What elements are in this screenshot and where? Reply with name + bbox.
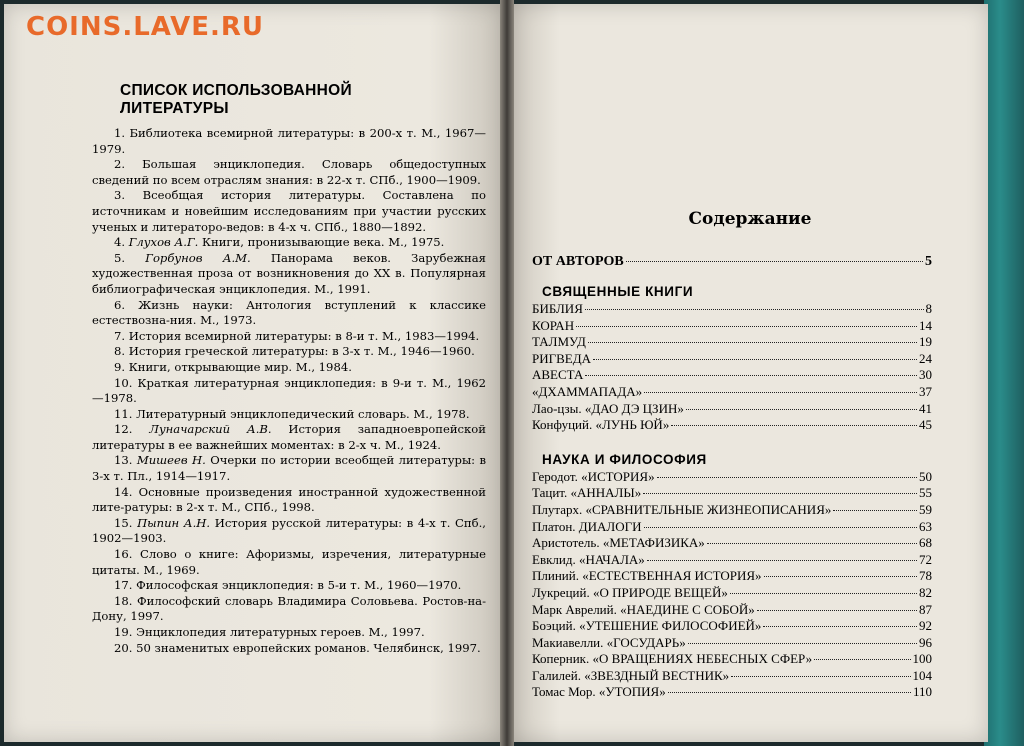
toc-entry[interactable] <box>532 568 932 585</box>
bibliography-item <box>92 251 486 298</box>
toc-entry-page: 55 <box>919 485 932 501</box>
toc-entry-page: 30 <box>919 367 932 383</box>
toc-entry-title: КОРАН <box>532 317 575 333</box>
contents-title: Содержание <box>688 209 812 229</box>
bibliography-item: 19. Энциклопедия литературных героев. М., 1997. <box>114 625 425 639</box>
bibliography-item <box>92 516 486 547</box>
toc-entry[interactable] <box>532 651 932 668</box>
toc-entry-title: РИГВЕДА <box>532 350 592 366</box>
toc-entry-title: Тацит. «АННАЛЫ» <box>532 485 642 501</box>
toc-entry-page: 92 <box>919 618 932 634</box>
toc-entry-page: 78 <box>919 568 932 584</box>
toc-leader <box>576 326 917 327</box>
toc-leader <box>644 392 917 393</box>
toc-entry-intro[interactable] <box>532 254 932 274</box>
bibliography-text: История русской литературы: в 4-х т. Спб., 1902—1903. <box>92 515 486 546</box>
table-of-contents <box>532 254 932 701</box>
bibliography-item: 20. 50 знаменитых европейских романов. Челябинск, 1997. <box>114 640 481 655</box>
bibliography-author: Луначарский А.В. <box>149 422 272 437</box>
toc-leader <box>730 593 917 594</box>
toc-leader <box>643 493 917 494</box>
toc-entry-page: 63 <box>919 518 932 534</box>
toc-leader <box>585 375 917 376</box>
bibliography-item: 16. Слово о книге: Афоризмы, изречения, литературные цитаты. М., 1969. <box>92 547 486 577</box>
bibliography-item-number: 15. <box>114 515 138 530</box>
toc-entry[interactable] <box>532 618 932 635</box>
toc-entry-page: 100 <box>912 651 932 667</box>
toc-entry[interactable] <box>532 668 932 685</box>
bibliography-author: Глухов А.Г. <box>128 235 199 250</box>
bibliography-item-number: 4. <box>114 235 129 250</box>
toc-entry-title: Евклид. «НАЧАЛА» <box>532 551 645 567</box>
bibliography-text: История западноевропейской литературы в ее важнейших моментах: в 2-х ч. М., 1924. <box>92 422 486 452</box>
toc-entry-title: Лукреций. «О ПРИРОДЕ ВЕЩЕЙ» <box>532 584 728 600</box>
site-watermark: COINS.LAVE.RU <box>26 12 265 42</box>
toc-entry-page: 82 <box>919 584 932 600</box>
bibliography-item: 11. Литературный энциклопедический словарь. М., 1978. <box>114 406 470 421</box>
toc-leader <box>626 261 923 262</box>
toc-leader <box>588 342 917 343</box>
toc-entry-page: 5 <box>925 254 932 269</box>
toc-leader <box>763 626 917 627</box>
toc-entry[interactable] <box>532 552 932 569</box>
toc-sections <box>532 284 932 701</box>
toc-leader <box>731 676 910 677</box>
toc-entry-page: 72 <box>919 551 932 567</box>
toc-entry-title: Аристотель. «МЕТАФИЗИКА» <box>532 535 705 551</box>
toc-entry-page: 96 <box>919 634 932 650</box>
toc-entry[interactable] <box>532 585 932 602</box>
toc-entry[interactable] <box>532 334 932 351</box>
toc-entry-title: ТАЛМУД <box>532 334 586 350</box>
toc-leader <box>688 643 917 644</box>
bibliography-item-number: 13. <box>114 453 137 468</box>
toc-entry[interactable] <box>532 318 932 335</box>
toc-entry-page: 8 <box>925 301 932 316</box>
bibliography-item <box>92 235 486 251</box>
toc-section-heading: СВЯЩЕННЫЕ КНИГИ <box>542 284 694 299</box>
book-gutter <box>500 0 514 746</box>
toc-entry[interactable] <box>532 519 932 536</box>
toc-entry-title: Лао-цзы. «ДАО ДЭ ЦЗИН» <box>532 400 684 416</box>
bibliography-item: 17. Философская энциклопедия: в 5-и т. М., 1960—1970. <box>114 578 462 593</box>
toc-entry-page: 87 <box>919 601 932 617</box>
toc-entry-title: БИБЛИЯ <box>532 301 583 316</box>
toc-entry-title: Боэций. «УТЕШЕНИЕ ФИЛОСОФИЕЙ» <box>532 618 762 634</box>
bibliography-item: 18. Философский словарь Владимира Соловьева. Ростов-на-Дону, 1997. <box>92 593 486 624</box>
toc-entry[interactable] <box>532 602 932 619</box>
toc-leader <box>764 576 917 577</box>
bibliography-item: 1. Библиотека всемирной литературы: в 200-х т. М., 1967—1979. <box>92 126 486 156</box>
bibliography-item: 10. Краткая литературная энциклопедия: в 9-и т. М., 1962—1978. <box>92 375 486 406</box>
toc-leader <box>644 527 917 528</box>
bibliography-item-number: 5. <box>114 250 146 265</box>
toc-entry[interactable] <box>532 401 932 418</box>
toc-entry-title: Макиавелли. «ГОСУДАРЬ» <box>532 634 686 650</box>
toc-leader <box>833 510 917 511</box>
toc-entry-title: Марк Аврелий. «НАЕДИНЕ С СОБОЙ» <box>532 601 755 617</box>
bibliography-item-number: 12. <box>114 422 150 437</box>
bibliography-text: Очерки по истории всеобщей литературы: в 3-х т. Пл., 1914—1917. <box>92 453 486 484</box>
toc-entry-title: ОТ АВТОРОВ <box>532 254 624 269</box>
bibliography-author: Мишеев Н. <box>136 453 206 468</box>
toc-entry[interactable] <box>532 502 932 519</box>
bibliography-item: 8. История греческой литературы: в 3-х т. М., 1946—1960. <box>114 344 475 359</box>
toc-leader <box>686 409 917 410</box>
bibliography-item: 3. Всеобщая история литературы. Составлена по источникам и новейшим исследованиям при участии русских ученых и литераторо-ведов: в 4-х ч. СПб., 1880—1892. <box>92 188 486 234</box>
toc-entry-page: 104 <box>912 667 932 683</box>
toc-entry-title: Коперник. «О ВРАЩЕНИЯХ НЕБЕСНЫХ СФЕР» <box>532 651 813 667</box>
toc-leader <box>671 425 917 426</box>
bibliography-text: Панорама веков. Зарубежная художественная проза от возникновения до XX в. Популярная библиографическая энциклопедия. М., 1991. <box>92 250 486 296</box>
bibliography-item: 2. Большая энциклопедия. Словарь общедоступных сведений по всем отраслям знания: в 22-х т. СПб., 1900—1909. <box>92 157 486 187</box>
toc-entry-page: 45 <box>919 417 932 433</box>
bibliography-author: Горбунов А.М. <box>145 250 251 265</box>
bibliography-item: 6. Жизнь науки: Антология вступлений к классике естествозна-ния. М., 1973. <box>92 297 486 328</box>
toc-leader <box>757 610 917 611</box>
toc-entry-page: 37 <box>919 383 932 399</box>
toc-entry-title: «ДХАММАПАДА» <box>532 383 643 399</box>
book-cover-edge <box>984 0 1024 746</box>
toc-leader <box>814 659 910 660</box>
toc-entry[interactable] <box>532 351 932 368</box>
toc-entry[interactable] <box>532 635 932 652</box>
toc-entry-page: 110 <box>912 684 932 700</box>
toc-entry-title: Конфуций. «ЛУНЬ ЮЙ» <box>532 417 670 433</box>
bibliography-author: Пыпин А.Н. <box>137 515 211 530</box>
toc-leader <box>647 560 917 561</box>
bibliography-item <box>92 453 486 484</box>
toc-entry-page: 41 <box>919 400 932 416</box>
toc-entry-page: 24 <box>919 350 932 366</box>
bibliography-title: СПИСОК ИСПОЛЬЗОВАННОЙ ЛИТЕРАТУРЫ <box>120 82 352 117</box>
bibliography-item: 7. История всемирной литературы: в 8-и т. М., 1983—1994. <box>114 328 480 343</box>
toc-entry-title: Геродот. «ИСТОРИЯ» <box>532 468 655 484</box>
toc-leader <box>657 477 917 478</box>
toc-leader <box>668 692 911 693</box>
bibliography-text: Книги, пронизывающие века. М., 1975. <box>198 235 445 250</box>
toc-entry[interactable] <box>532 367 932 384</box>
toc-entry[interactable] <box>532 684 932 701</box>
toc-entry-title: Томас Мор. «УТОПИЯ» <box>532 684 666 700</box>
toc-entry-page: 14 <box>919 317 932 333</box>
toc-entry-title: АВЕСТА <box>532 367 584 383</box>
toc-entry[interactable] <box>532 384 932 401</box>
bibliography-item: 9. Книги, открывающие мир. М., 1984. <box>114 359 352 374</box>
toc-section-heading: НАУКА И ФИЛОСОФИЯ <box>542 451 707 467</box>
toc-entry-page: 19 <box>919 334 932 350</box>
toc-leader <box>707 543 917 544</box>
toc-entry[interactable] <box>532 485 932 502</box>
toc-entry-page: 59 <box>919 501 932 517</box>
bibliography-item: 14. Основные произведения иностранной художественной лите-ратуры: в 2-х т. М., СПб., 1998. <box>92 484 486 515</box>
toc-entry[interactable] <box>532 301 932 318</box>
toc-entry-title: Платон. ДИАЛОГИ <box>532 518 642 534</box>
toc-entry-title: Плиний. «ЕСТЕСТВЕННАЯ ИСТОРИЯ» <box>532 568 762 584</box>
toc-entry[interactable] <box>532 535 932 552</box>
bibliography-item <box>92 422 486 453</box>
toc-leader <box>585 309 924 310</box>
toc-entry-page: 50 <box>919 468 932 484</box>
toc-entry-title: Плутарх. «СРАВНИТЕЛЬНЫЕ ЖИЗНЕОПИСАНИЯ» <box>532 501 832 517</box>
toc-entry-page: 68 <box>919 535 932 551</box>
bibliography-list <box>92 126 486 656</box>
toc-entry-title: Галилей. «ЗВЕЗДНЫЙ ВЕСТНИК» <box>532 667 730 683</box>
toc-entry[interactable] <box>532 469 932 486</box>
toc-entry[interactable] <box>532 417 932 434</box>
toc-leader <box>593 359 917 360</box>
